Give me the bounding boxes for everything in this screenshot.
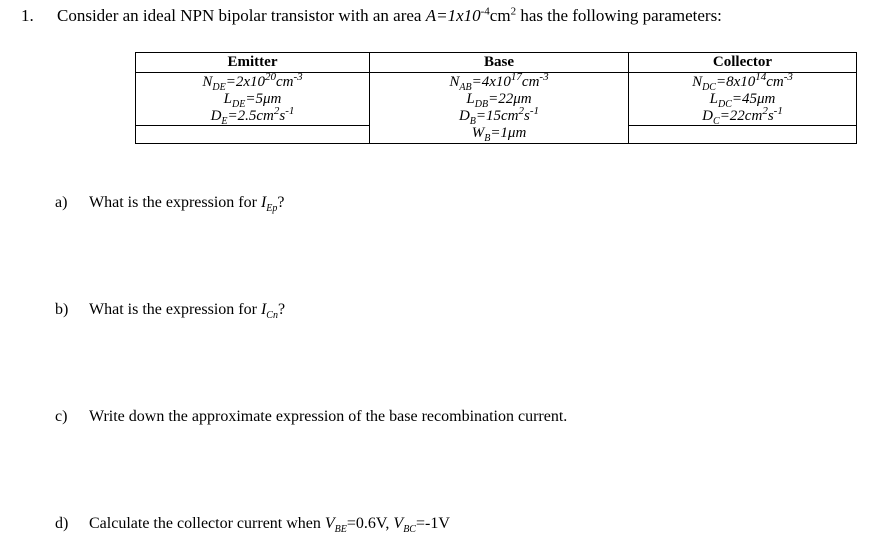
header-base: Base — [370, 53, 629, 73]
collector-param: $L_{DC}=45\mu m$ — [709, 91, 776, 110]
collector-cell — [629, 73, 857, 126]
question-number: 1. — [21, 6, 34, 25]
emitter-param: $N_{DE}=2x10^{20}cm^{-3}$ — [202, 71, 303, 93]
subquestion-a: a) What is the expression for $I_{Ep}$? — [55, 194, 285, 215]
empty-cell — [629, 126, 857, 144]
empty-cell — [136, 126, 370, 144]
base-param: $D_B=15cm^2s^{-1}$ — [458, 105, 540, 127]
emitter-param: $D_E=2.5cm^2s^{-1}$ — [210, 105, 295, 127]
header-collector: Collector — [629, 53, 857, 73]
parameter-table — [135, 52, 857, 144]
base-param: $N_{AB}=4x10^{17}cm^{-3}$ — [449, 71, 549, 93]
collector-param: $N_{DC}=8x10^{14}cm^{-3}$ — [692, 71, 793, 93]
collector-param: $D_C=22cm^2s^{-1}$ — [702, 105, 783, 127]
base-param: $W_B=1\mu m$ — [471, 125, 527, 144]
question-text: Consider an ideal NPN bipolar transistor with an area $A=1x10^{-4}cm^2$ has the following parameters: — [57, 5, 722, 25]
header-emitter: Emitter — [136, 53, 370, 73]
emitter-cell — [136, 73, 370, 126]
emitter-param: $L_{DE}=5\mu m$ — [223, 91, 282, 110]
table-header-row — [136, 53, 857, 73]
subquestion-b: b) What is the expression for $I_{Cn}$? — [55, 301, 286, 322]
base-cell — [370, 73, 629, 144]
subquestion-c: c) Write down the approximate expression of the base recombination current. — [55, 408, 568, 425]
subquestion-d: d) Calculate the collector current when $V_{BE}=0.6V$, $V_{BC}=-1V$ — [55, 515, 450, 536]
base-param: $L_{DB}=22\mu m$ — [466, 91, 532, 110]
table-row — [136, 73, 857, 126]
